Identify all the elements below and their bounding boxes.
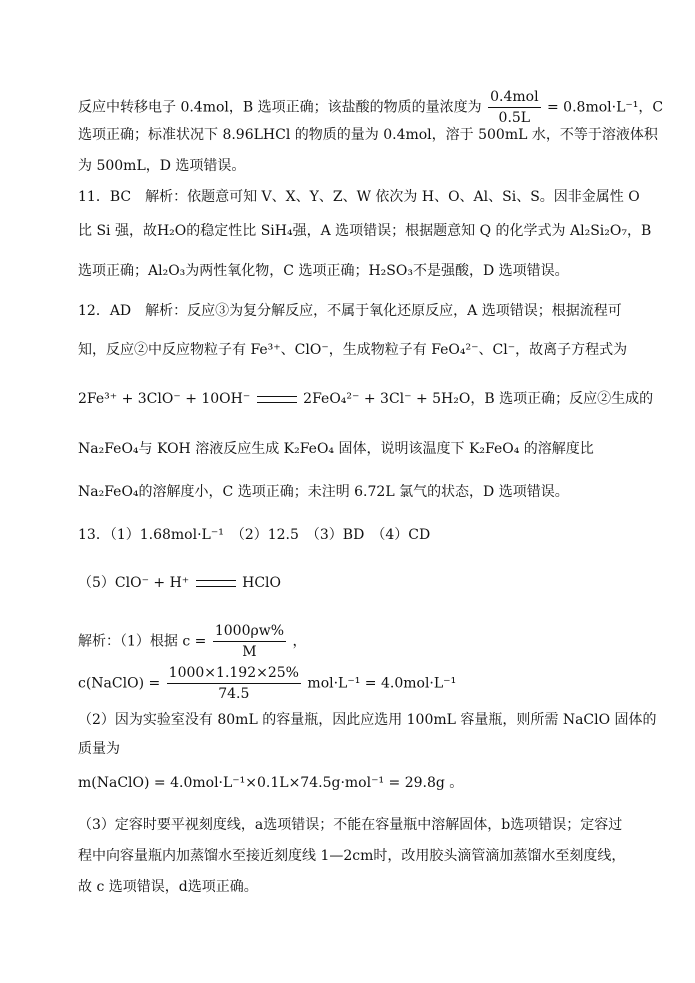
formula-line: m(NaClO) = 4.0mol·L⁻¹×0.1L×74.5g·mol⁻¹ = 29.8g 。 bbox=[78, 775, 464, 791]
fraction-denominator: 74.5 bbox=[218, 686, 250, 702]
question-12-line: 12．AD 解析：反应③为复分解反应，不属于氧化还原反应，A 选项错误；根据流程可 bbox=[78, 303, 622, 319]
fraction bbox=[488, 88, 540, 127]
text-line: （2）因为实验室没有 80mL 的容量瓶，因此应选用 100mL 容量瓶，则所需 NaClO 固体的 bbox=[78, 712, 657, 728]
equation-line bbox=[78, 574, 281, 592]
ionic-equation-line bbox=[78, 390, 653, 408]
text-line: 程中向容量瓶内加蒸馏水至接近刻度线 1—2cm时，改用胶头滴管滴加蒸馏水至刻度线， bbox=[78, 848, 626, 864]
text-segment: 解析：（1）根据 bbox=[78, 633, 178, 650]
text-line: 选项正确；Al₂O₃为两性氧化物，C 选项正确；H₂SO₃不是强酸，D 选项错误。 bbox=[78, 263, 569, 279]
text-line: 质量为 bbox=[78, 741, 120, 757]
question-11-line: 11．BC 解析：依题意可知 V、X、Y、Z、W 依次为 H、O、Al、Si、S。因非金属性 O bbox=[78, 189, 640, 205]
text-segment: = 0.8mol·L⁻¹，C bbox=[547, 99, 664, 116]
fraction-numerator: 1000ρw% bbox=[213, 622, 286, 642]
fraction bbox=[167, 664, 301, 703]
text-segment: ， bbox=[292, 633, 307, 650]
equation-reactants: （5）ClO⁻ + H⁺ bbox=[78, 575, 190, 591]
formula-lhs: c = bbox=[182, 633, 207, 650]
fraction-numerator: 1000×1.192×25% bbox=[167, 664, 301, 684]
formula-line bbox=[78, 664, 456, 703]
formula-line bbox=[78, 622, 306, 661]
question-13-answers: 13．（1）1.68mol·L⁻¹ （2）12.5 （3）BD （4）CD bbox=[78, 527, 431, 543]
fraction-denominator: M bbox=[242, 644, 257, 660]
text-line: 选项正确；标准状况下 8.96LHCl 的物质的量为 0.4mol，溶于 500mL 水，不等于溶液体积 bbox=[78, 127, 658, 143]
text-line bbox=[78, 88, 663, 127]
text-line: Na₂FeO₄的溶解度小，C 选项正确；未注明 6.72L 氯气的状态，D 选项错误。 bbox=[78, 484, 569, 500]
fraction-denominator: 0.5L bbox=[498, 110, 531, 126]
text-line: （3）定容时要平视刻度线，a选项错误；不能在容量瓶中溶解固体，b选项错误；定容过 bbox=[78, 817, 623, 833]
equal-arrow bbox=[257, 396, 297, 403]
text-line: 知，反应②中反应物粒子有 Fe³⁺、ClO⁻，生成物粒子有 FeO₄²⁻、Cl⁻，故离子方程式为 bbox=[78, 342, 628, 358]
equal-arrow bbox=[196, 580, 236, 587]
fraction bbox=[213, 622, 286, 661]
equation-reactants: 2Fe³⁺ + 3ClO⁻ + 10OH⁻ bbox=[78, 391, 251, 407]
text-line: Na₂FeO₄与 KOH 溶液反应生成 K₂FeO₄ 固体，说明该温度下 K₂FeO₄ 的溶解度比 bbox=[78, 441, 594, 457]
text-segment: 反应中转移电子 0.4mol，B 选项正确；该盐酸的物质的量浓度为 bbox=[78, 99, 482, 116]
text-line: 故 c 选项错误，d选项正确。 bbox=[78, 879, 258, 895]
formula-lhs: c(NaClO) = bbox=[78, 675, 161, 692]
text-line: 比 Si 强，故H₂O的稳定性比 SiH₄强，A 选项错误；根据题意知 Q 的化学式为 Al₂Si₂O₇，B bbox=[78, 223, 652, 239]
equation-products: 2FeO₄²⁻ + 3Cl⁻ + 5H₂O，B 选项正确；反应②生成的 bbox=[303, 391, 654, 407]
formula-result: mol·L⁻¹ = 4.0mol·L⁻¹ bbox=[307, 675, 457, 692]
equation-products: HClO bbox=[242, 575, 281, 591]
fraction-numerator: 0.4mol bbox=[488, 88, 540, 108]
text-line: 为 500mL，D 选项错误。 bbox=[78, 158, 246, 174]
